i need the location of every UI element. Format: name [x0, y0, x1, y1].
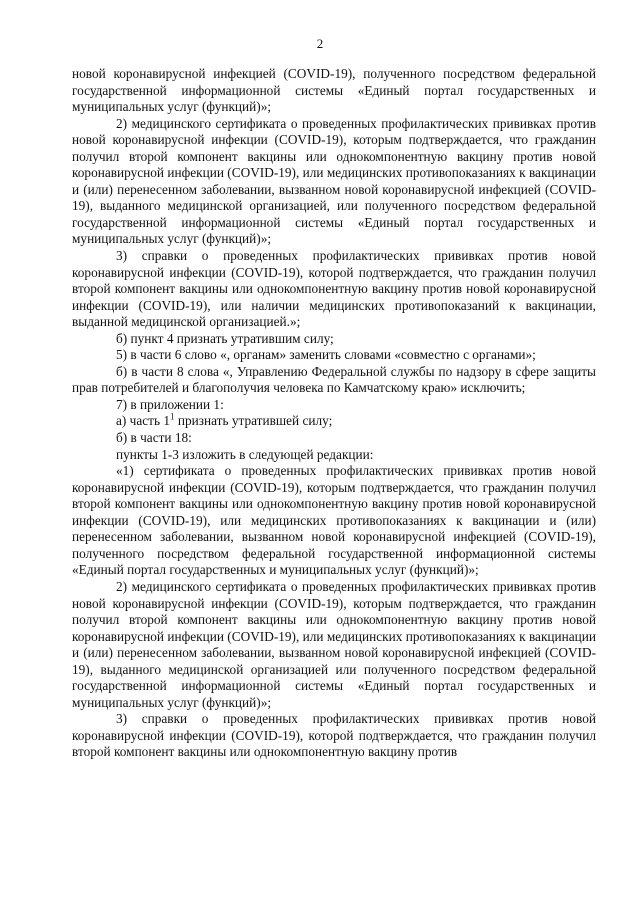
document-body — [72, 66, 596, 761]
paragraph: 2) медицинского сертификата о проведенных профилактических прививках против новой коронавирусной инфекции (COVID-19), которым подтверждается, что гражданин получил второй компонент вакцины или однокомпонентную вакцину против новой коронавирусной инфекции (COVID-19), или медицинских противопоказаниях к вакцинации и (или) перенесенном заболевании, вызванном новой коронавирусной инфекцией (COVID-19), выданного медицинской организацией, или полученного посредством федеральной государственной информационной системы «Единый портал государственных и муниципальных услуг (функций)»; — [72, 115, 596, 247]
paragraph: новой коронавирусной инфекцией (COVID-19), полученного посредством федеральной государственной информационной системы «Единый портал государственных и муниципальных услуг (функций)»; — [72, 66, 596, 115]
paragraph — [72, 413, 596, 430]
paragraph: 7) в приложении 1: — [116, 396, 224, 412]
paragraph-text: а) часть 1 — [116, 413, 170, 429]
paragraph: 2) медицинского сертификата о проведенных профилактических прививках против новой коронавирусной инфекции (COVID-19), которым подтверждается, что гражданин получил второй компонент вакцины или однокомпонентную вакцину против новой коронавирусной инфекции (COVID-19), или медицинских противопоказаниях к вакцинации и (или) перенесенном заболевании, вызванном новой коронавирусной инфекцией (COVID-19), выданного медицинской организацией или полученного посредством федеральной государственной информационной системы «Единый портал государственных и муниципальных услуг (функций)»; — [72, 578, 596, 710]
paragraph-text-tail: признать утратившей силу; — [174, 413, 333, 429]
superscript: 1 — [170, 412, 175, 423]
paragraph: «1) сертификата о проведенных профилактических прививках против новой коронавирусной инфекции (COVID-19), которым подтверждается, что гражданин получил второй компонент вакцины или однокомпонентную вакцину против новой коронавирусной инфекции (COVID-19), или медицинских противопоказаниях к вакцинации и (или) перенесенном заболевании, вызванном новой коронавирусной инфекцией (COVID-19), полученного посредством федеральной государственной информационной системы «Единый портал государственных и муниципальных услуг (функций)»; — [72, 463, 596, 578]
paragraph: 3) справки о проведенных профилактических прививках против новой коронавирусной инфекции (COVID-19), которой подтверждается, что гражданин получил второй компонент вакцины или однокомпонентную вакцину против — [72, 711, 596, 760]
paragraph: 3) справки о проведенных профилактических прививках против новой коронавирусной инфекции (COVID-19), которой подтверждается, что гражданин получил второй компонент вакцины или однокомпонентную вакцину против новой коронавирусной инфекции (COVID-19), или наличии медицинских противопоказаний к вакцинации, выданной медицинской организацией.»; — [72, 248, 596, 330]
paragraph: б) в части 8 слова «, Управлению Федеральной службы по надзору в сфере защиты прав потребителей и благополучия человека по Камчатскому краю» исключить; — [72, 363, 596, 396]
paragraph: б) пункт 4 признать утратившим силу; — [116, 330, 334, 346]
page-number: 2 — [316, 36, 324, 51]
paragraph: б) в части 18: — [116, 430, 192, 446]
paragraph: 5) в части 6 слово «, органам» заменить словами «совместно с органами»; — [116, 347, 536, 363]
paragraph: пункты 1-3 изложить в следующей редакции: — [116, 446, 374, 462]
